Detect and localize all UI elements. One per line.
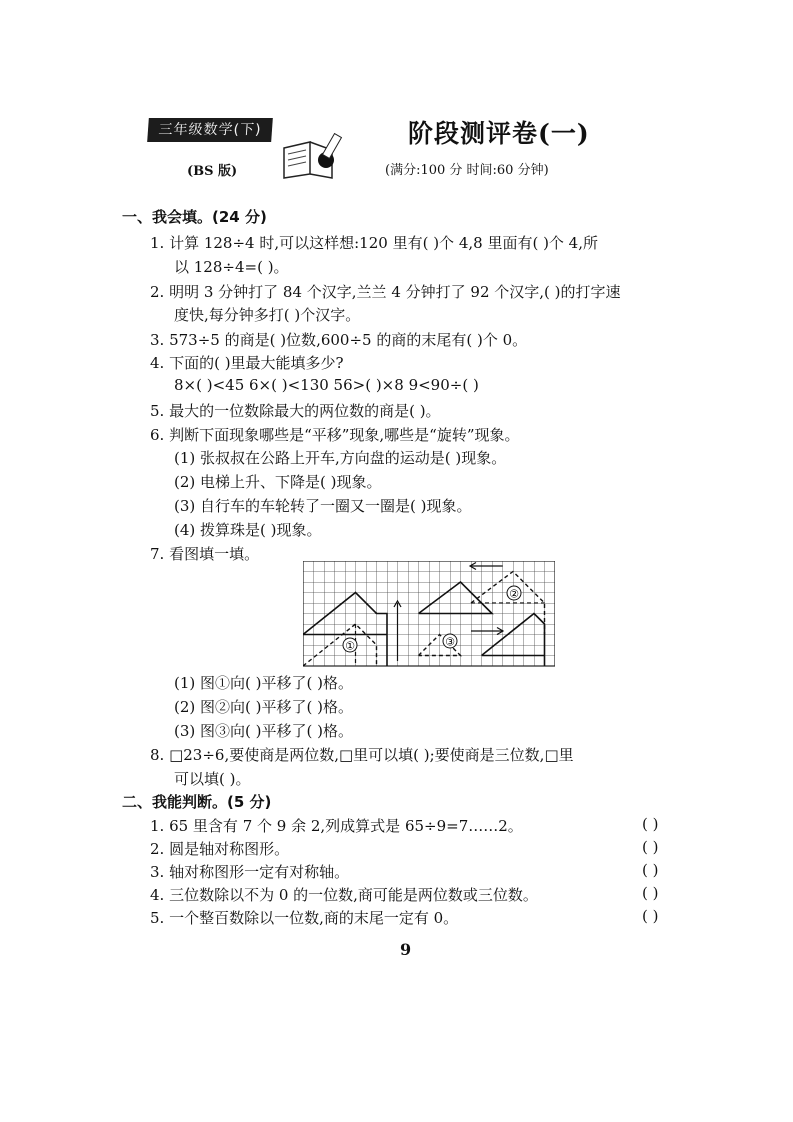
question-line: 4. 下面的( )里最大能填多少? bbox=[150, 354, 344, 372]
figure-3-label: ③ bbox=[445, 635, 455, 649]
question-line: (2) 图②向( )平移了( )格。 bbox=[174, 698, 353, 716]
translation-grid-figure bbox=[303, 561, 555, 671]
question-line: 2. 明明 3 分钟打了 84 个汉字,兰兰 4 分钟打了 92 个汉字,( )的打字速 bbox=[150, 283, 621, 301]
page-title: 阶段测评卷(一) bbox=[408, 119, 590, 148]
judgement-item: 2. 圆是轴对称图形。 bbox=[150, 840, 290, 858]
question-line: 以 128÷4=( )。 bbox=[174, 258, 289, 276]
answer-blank[interactable]: ( ) bbox=[642, 861, 659, 879]
section-heading-2: 二、我能判断。(5 分) bbox=[122, 793, 272, 811]
series-badge: 三年级数学(下) bbox=[147, 118, 273, 142]
question-line: (4) 拨算珠是( )现象。 bbox=[174, 521, 322, 539]
question-line: 1. 计算 128÷4 时,可以这样想:120 里有( )个 4,8 里面有( )个 4,所 bbox=[150, 234, 598, 252]
judgement-item: 1. 65 里含有 7 个 9 余 2,列成算式是 65÷9=7……2。 bbox=[150, 817, 523, 835]
question-line: 7. 看图填一填。 bbox=[150, 545, 260, 563]
question-line: 6. 判断下面现象哪些是“平移”现象,哪些是“旋转”现象。 bbox=[150, 426, 520, 444]
section-heading-1: 一、我会填。(24 分) bbox=[122, 208, 267, 226]
question-line: 度快,每分钟多打( )个汉字。 bbox=[174, 306, 361, 324]
question-line: (3) 自行车的车轮转了一圈又一圈是( )现象。 bbox=[174, 497, 472, 515]
answer-blank[interactable]: ( ) bbox=[642, 884, 659, 902]
figure-1-label: ① bbox=[345, 639, 355, 653]
judgement-item: 3. 轴对称图形一定有对称轴。 bbox=[150, 863, 350, 881]
question-line: (1) 张叔叔在公路上开车,方向盘的运动是( )现象。 bbox=[174, 449, 507, 467]
answer-blank[interactable]: ( ) bbox=[642, 838, 659, 856]
judgement-item: 4. 三位数除以不为 0 的一位数,商可能是两位数或三位数。 bbox=[150, 886, 538, 904]
question-line: 8×( )<45 6×( )<130 56>( )×8 9<90÷( ) bbox=[174, 376, 479, 394]
page-number: 9 bbox=[400, 940, 412, 959]
question-line: (3) 图③向( )平移了( )格。 bbox=[174, 722, 353, 740]
question-line: 3. 573÷5 的商是( )位数,600÷5 的商的末尾有( )个 0。 bbox=[150, 331, 528, 349]
answer-blank[interactable]: ( ) bbox=[642, 907, 659, 925]
page-subtitle: (满分:100 分 时间:60 分钟) bbox=[385, 163, 549, 178]
answer-blank[interactable]: ( ) bbox=[642, 815, 659, 833]
question-line: 可以填( )。 bbox=[174, 770, 251, 788]
question-line: 5. 最大的一位数除最大的两位数的商是( )。 bbox=[150, 402, 441, 420]
edition-label: (BS 版) bbox=[187, 164, 238, 179]
question-line: (1) 图①向( )平移了( )格。 bbox=[174, 674, 353, 692]
question-line: 8. □23÷6,要使商是两位数,□里可以填( );要使商是三位数,□里 bbox=[150, 746, 574, 764]
book-icon bbox=[280, 130, 350, 184]
figure-2-label: ② bbox=[509, 587, 519, 601]
judgement-item: 5. 一个整百数除以一位数,商的末尾一定有 0。 bbox=[150, 909, 459, 927]
question-line: (2) 电梯上升、下降是( )现象。 bbox=[174, 473, 382, 491]
